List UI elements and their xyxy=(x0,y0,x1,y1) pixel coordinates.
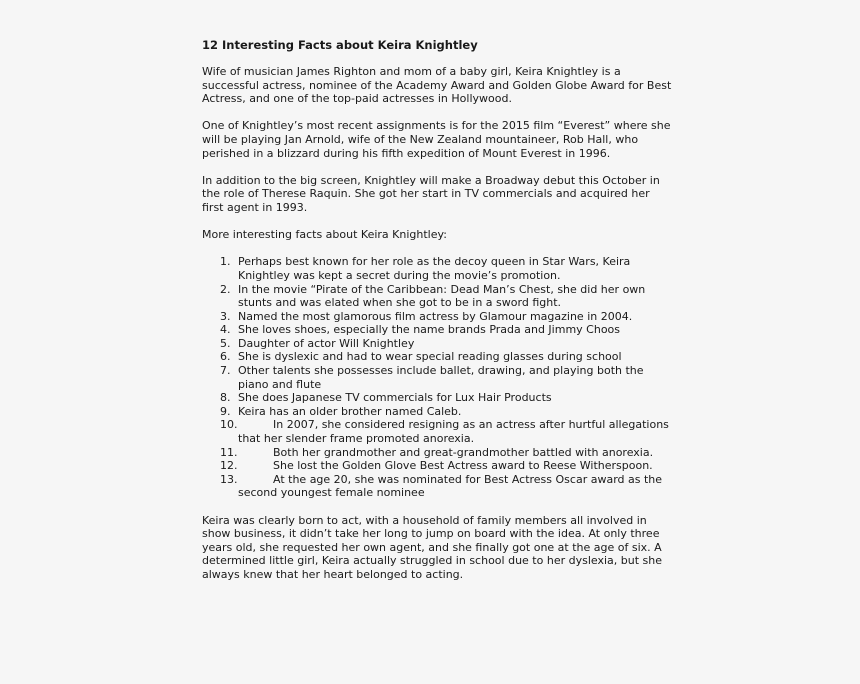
list-number: 8. xyxy=(220,391,231,405)
list-item xyxy=(202,323,672,337)
list-item xyxy=(202,255,672,282)
list-item xyxy=(202,350,672,364)
list-number: 13. xyxy=(220,472,238,486)
list-text: Both her grandmother and great-grandmother battled with anorexia. xyxy=(273,445,654,459)
facts-list xyxy=(202,255,672,500)
list-number: 4. xyxy=(220,323,231,337)
facts-intro: More interesting facts about Keira Knightley: xyxy=(202,228,447,242)
list-item xyxy=(202,364,672,391)
list-item xyxy=(202,446,672,460)
list-item xyxy=(202,405,672,419)
broadway-paragraph: In addition to the big screen, Knightley will make a Broadway debut this October in the role of Therese Raquin. She got her start in TV commercials and acquired her first agent in 1993. xyxy=(202,173,660,214)
list-item xyxy=(202,283,672,310)
list-number: 6. xyxy=(220,350,231,364)
list-item xyxy=(202,337,672,351)
list-text: In 2007, she considered resigning as an actress after hurtful allegations that her slender frame promoted anorexia. xyxy=(238,418,669,446)
list-text: In the movie “Pirate of the Caribbean: Dead Man’s Chest, she did her own stunts and was elated when she got to be in a sword fight. xyxy=(238,282,646,310)
list-item xyxy=(202,459,672,473)
list-text: At the age 20, she was nominated for Best Actress Oscar award as the second youngest female nominee xyxy=(238,472,663,500)
list-number: 2. xyxy=(220,282,231,296)
list-text: She does Japanese TV commercials for Lux Hair Products xyxy=(238,391,552,405)
list-item xyxy=(202,310,672,324)
list-number: 12. xyxy=(220,459,238,473)
list-text: She is dyslexic and had to wear special reading glasses during school xyxy=(238,350,622,364)
closing-paragraph: Keira was clearly born to act, with a household of family members all involved in show business, it didn’t take her long to jump on board with the idea. At only three years old, she requested her own agent, and she finally got one at the age of six. A determined little girl, Keira actually struggled in school due to her dyslexia, but she always knew that her heart belonged to acting. xyxy=(202,513,662,581)
list-number: 11. xyxy=(220,445,238,459)
everest-paragraph: One of Knightley’s most recent assignments is for the 2015 film “Everest” where she will be playing Jan Arnold, wife of the New Zealand mountaineer, Rob Hall, who perished in a blizzard during his fifth expedition of Mount Everest in 1996. xyxy=(202,119,671,160)
list-text: Other talents she possesses include ballet, drawing, and playing both the piano and flute xyxy=(238,364,644,391)
document-title: 12 Interesting Facts about Keira Knightley xyxy=(202,38,478,52)
list-text: Perhaps best known for her role as the decoy queen in Star Wars, Keira Knightley was kept a secret during the movie’s promotion. xyxy=(238,255,631,282)
list-text: She lost the Golden Glove Best Actress award to Reese Witherspoon. xyxy=(273,459,653,473)
list-item xyxy=(202,473,672,500)
intro-paragraph: Wife of musician James Righton and mom of a baby girl, Keira Knightley is a successful actress, nominee of the Academy Award and Golden Globe Award for Best Actress, and one of the top-paid actresses in Hollywood. xyxy=(202,65,672,106)
list-number: 7. xyxy=(220,364,231,378)
list-item xyxy=(202,391,672,405)
list-number: 10. xyxy=(220,418,238,432)
document-page xyxy=(202,38,672,595)
list-number: 1. xyxy=(220,255,231,269)
list-number: 3. xyxy=(220,309,231,323)
list-number: 5. xyxy=(220,336,231,350)
list-text: Daughter of actor Will Knightley xyxy=(238,336,415,350)
list-text: Keira has an older brother named Caleb. xyxy=(238,404,462,418)
list-text: Named the most glamorous film actress by Glamour magazine in 2004. xyxy=(238,309,633,323)
list-number: 9. xyxy=(220,404,231,418)
list-item xyxy=(202,418,672,445)
list-text: She loves shoes, especially the name brands Prada and Jimmy Choos xyxy=(238,323,621,337)
